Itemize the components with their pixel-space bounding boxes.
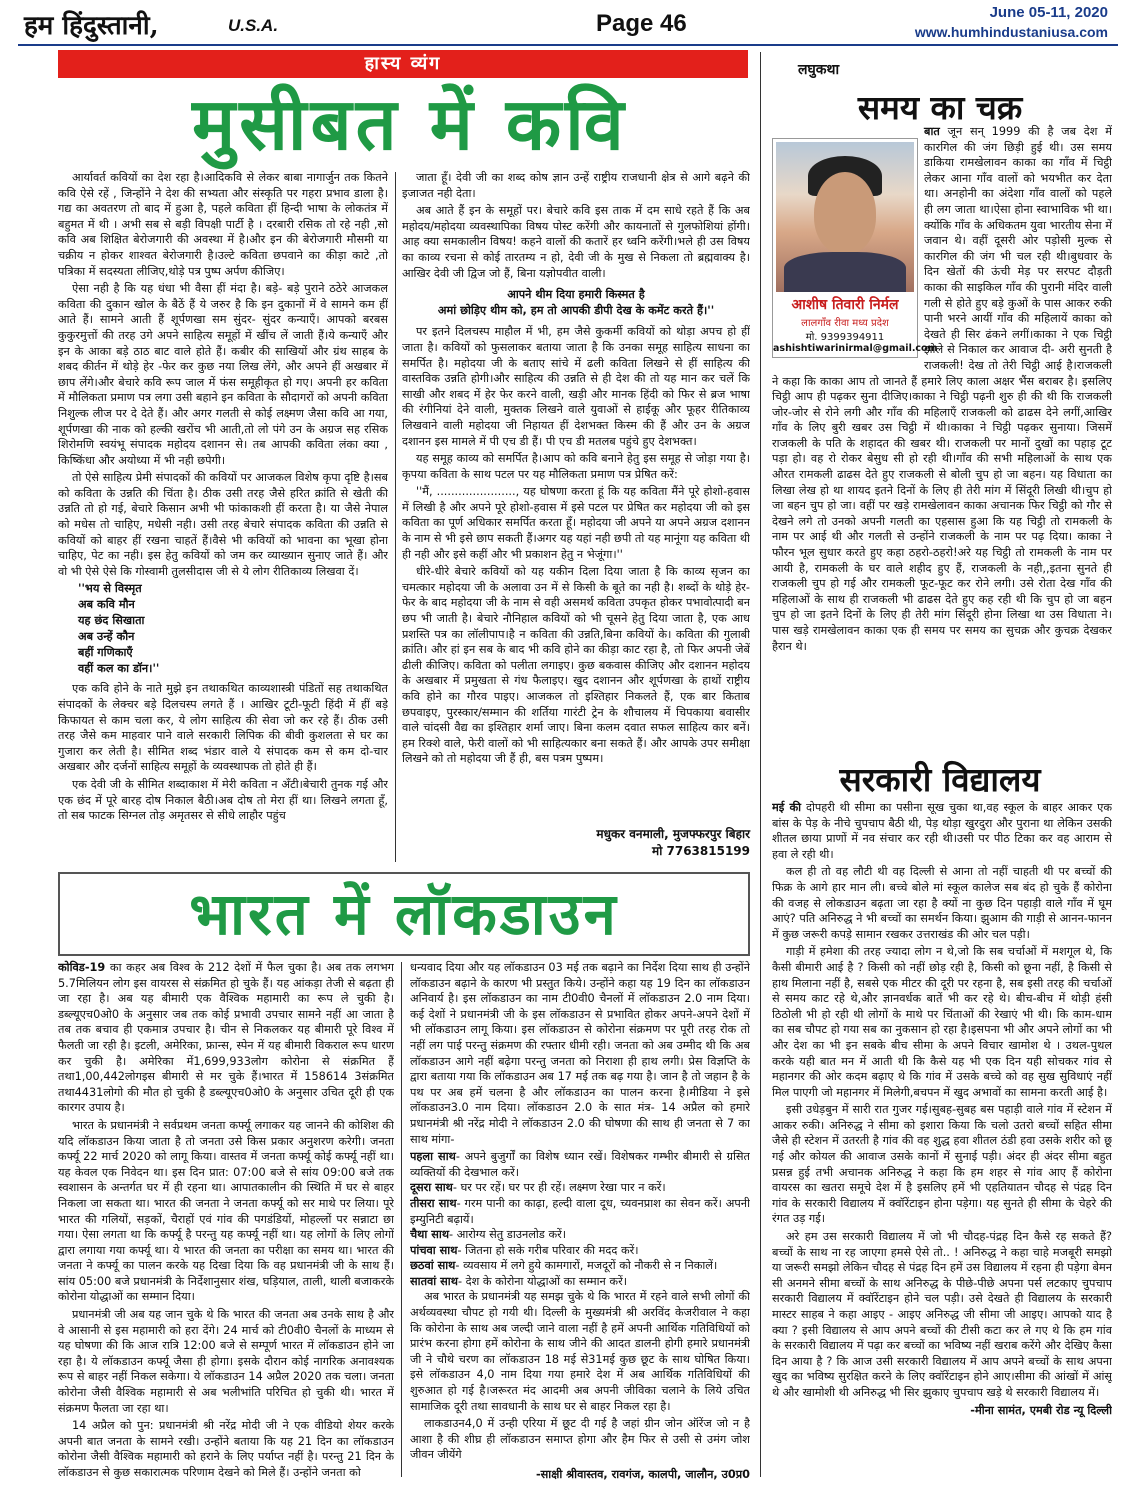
quote-block bbox=[402, 287, 750, 318]
mantra-item bbox=[410, 1227, 750, 1243]
mantra-item bbox=[410, 1243, 750, 1259]
paragraph: तो ऐसे साहित्य प्रेमी संपादकों की कवियों पर आजकल विशेष कृपा दृष्टि है।सब को कविता के उन्नति की चिंता है। ठीक उसी तरह जैसे हरित क्रांति से खेती की उन्नति तो हो गई, बेचारे किसान अभी भी फांकाकशी हीं करता है। या जैसे नेपाल को मधेस तो चाहिए, मधेसी नही। उसी तरह बेचारे संपादक कविता की उन्नति से कवियों को बाहर हीं रखना चाहतें हैं।वैसे भी कवियों को भावना का भूखा होना चाहिए, पेट का नही। इस हेतु कवियों को जम कर व्याख्यान सुनाए जाते हैं। और वो भी ऐसे ऐसे कि गोस्वामी तुलसीदास जी से ये लोग रीतिकाव्य लिखवा दें। bbox=[58, 471, 388, 578]
poem-line: बहीं गणिकाएँ bbox=[78, 646, 133, 660]
paragraph: प्रधानमंत्री जी अब यह जान चुके थे कि भारत की जनता अब उनके साथ है और वे आसानी से इस महामारी को हरा देंगे। 24 मार्च को टी0वी0 चैनलों के माध्यम से यह घोषणा की कि आज रात्रि 12:00 बजे से सम्पूर्ण भारत में लॉकडाउन होने जा रहा है। ये लॉकडाउन कर्फ्यू जैसा ही होगा। इसके दौरान कोई नागरिक अनावश्यक रूप से बाहर नहीं निकल सकेगा। ये लॉकडाउन 14 अप्रैल 2020 तक चला। जनता कोरोना जैसी वैश्विक महामारी से अब भलीभांति परिचित हो चुकी थी। भारत में संक्रमण फैलता जा रहा था। bbox=[58, 1308, 394, 1415]
story-paragraph: इसी उधेड़बुन में सारी रात गुजर गई।सुबह-सुबह बस पहाड़ी वाले गांव में स्टेशन में आकर रुकी। अनिरुद्ध ने सीमा को इशारा किया कि चलो उतरो बच्चों सहित सीमा जैसे ही स्टेशन में उतरती है गांव की वह शुद्ध हवा शीतल ठंडी हवा उसके शरीर को छू गई और कोयल की आवाज उसके कानों में सुनाई पड़ी। अंदर ही अंदर सीमा बहुत प्रसन्न हुई तभी अचानक अनिरुद्ध ने कहा कि हम शहर से गांव आए हैं कोरोना वायरस का खतरा समूचे देश में है इसलिए हमें भी एहतियातन चौदह से पंद्रह दिन गांव के सरकारी विद्यालय में क्वॉरेंटाइन होना पड़ेगा। यह सुनते ही सीमा के चेहरे की रंगत उड़ गई। bbox=[772, 1103, 1112, 1226]
mantra-label: छठवां साथ bbox=[410, 1259, 456, 1273]
mantra-list bbox=[410, 1149, 750, 1289]
quote-line: आपने थीम दिया हमारी किस्मत है bbox=[507, 288, 645, 302]
article-headline: भारत में लॉकडाउन bbox=[189, 880, 619, 948]
story-headline: समय का चक्र bbox=[857, 88, 1023, 127]
poem-line: यह छंद सिखाता bbox=[78, 614, 145, 628]
story-headline: सरकारी विद्यालय bbox=[839, 760, 1041, 799]
mantra-text: - जितना हो सके गरीब परिवार की मदद करें। bbox=[457, 1243, 639, 1257]
poem-line: वहीं कल का डॉन।'' bbox=[78, 662, 160, 676]
lockdown-headline-box bbox=[58, 872, 750, 956]
story-paragraph bbox=[772, 800, 1112, 862]
article-column-1 bbox=[58, 960, 394, 1480]
story-paragraph: अरे हम उस सरकारी विद्यालय में जो भी चौदह-पंद्रह दिन कैसे रह सकते हैं? बच्चों के साथ ना रह जाएगा हमसे ऐसे तो.. ! अनिरुद्ध ने कहा चाहे मजबूरी समझो या जरूरी समझो लेकिन चौदह से पंद्रह दिन हमें उस विद्यालय में रहना ही पड़ेगा बेमन सी अनमने सीमा बच्चों के साथ अनिरुद्ध के पीछे-पीछे अपना पर्स लटकाए चुपचाप सरकारी विद्यालय में क्वॉरेंटाइन होने चल पड़ी। उसे देखते ही विद्यालय के सरकारी मास्टर साहब ने कहा आइए - आइए अनिरुद्ध जी सीमा जी आइए। आपको याद है क्या ? इसी विद्यालय से आप अपने बच्चों की टीसी कटा कर ले गए थे कि हम गांव के सरकारी विद्यालय में पढ़ा कर बच्चों का भविष्य नहीं खराब करेंगे और देखिए कैसा दिन आया है ? कि आज उसी सरकारी विद्यालय में आप अपने बच्चों के साथ अपना खुद का भविष्य सुरक्षित करने के लिए क्वॉरेंटाइन होने आए।सीमा की आंखों में आंसू थे और खामोशी थी अनिरुद्ध भी सिर झुकाए चुपचाप खड़े थे सरकारी विद्यालय में। bbox=[772, 1230, 1112, 1399]
author-place: लालगाँव रीवा मध्य प्रदेश bbox=[801, 318, 889, 329]
paragraph-text: का कहर अब विश्व के 212 देशों में फैल चुका है। अब तक लगभग 5.7मिलियन लोग इस वायरस से संक्रमित हो चुके हैं। यह आंकड़ा तेजी से बढ़ता ही जा रहा है। अब यह बीमारी एक वैश्विक महामारी का रूप ले चुकी है। डब्ल्यूएच0ओ0 के अनुसार जब तक कोई प्रभावी उपचार सामने नहीं आ जाता है तब तक बचाव ही एकमात्र उपचार है। चीन से निकलकर यह बीमारी पूरे विश्व में फैलती जा रही है। इटली, अमेरिका, फ्रान्स, स्पेन में यह बीमारी विकराल रूप धारण कर चुकी है। अमेरिका में1,699,933लोग कोरोना से संक्रमित हैं तथा1,00,442लोगइस बीमारी से मर चुके हैं।भारत में 158614 3संक्रमित तथा4431लोगो की मौत हो चुकी है डब्ल्यूएच0ओ0 के अनुसार उचित दूरी ही एक कारगर उपाय है। bbox=[58, 961, 394, 1115]
column-divider bbox=[401, 962, 402, 1477]
paragraph bbox=[58, 960, 394, 1116]
mantra-text: - व्यवसाय में लगे हुये कामगारों, मजदूरों को नौकरी से न निकालें। bbox=[455, 1259, 718, 1273]
poem-block bbox=[58, 581, 388, 677]
mantra-item bbox=[410, 1149, 750, 1180]
mantra-label: पांचवा साथ bbox=[410, 1243, 458, 1257]
page-number: Page 46 bbox=[596, 10, 687, 37]
paragraph: जाता हूँ। देवी जी का शब्द कोष ज्ञान उन्हें राष्ट्रीय राजधानी क्षेत्र से आगे बढ़ने की इजाजत नही देता। bbox=[402, 171, 750, 200]
author-phone: मो 7763815199 bbox=[652, 844, 750, 858]
column-divider bbox=[395, 172, 396, 862]
article-column-2 bbox=[402, 170, 750, 865]
poem-line: अब उन्हें कौन bbox=[78, 630, 135, 644]
mantra-text: - देश के कोरोना योद्धाओं का सम्मान करें। bbox=[457, 1274, 627, 1288]
story-category: लघुकथा bbox=[798, 62, 840, 78]
mantra-text: - गरम पानी का काढ़ा, हल्दी वाला दूध, च्यवनप्राश का सेवन करें। अपनी इम्युनिटी बढ़ायें। bbox=[410, 1196, 750, 1226]
lead-word: कोविड-19 bbox=[58, 961, 106, 974]
author-email[interactable]: ashishtiwarinirmal@gmail.com bbox=[773, 343, 938, 354]
website-url[interactable]: www.humhindustaniusa.com bbox=[914, 24, 1108, 40]
mantra-text: - अपने बुजुर्गों का विशेष ध्यान रखें। विशेषकर गम्भीर बीमारी से ग्रसित व्यक्तियों की देखभाल करें। bbox=[410, 1150, 750, 1179]
mantra-text: - आरोग्य सेतु डाउनलोड करें। bbox=[449, 1228, 567, 1242]
photo-face-shape bbox=[814, 172, 876, 254]
newspaper-region: U.S.A. bbox=[228, 16, 279, 35]
paragraph: 14 अप्रैल को पुन: प्रधानमंत्री श्री नरेंद्र मोदी जी ने एक वीडियो शेयर करके अपनी बात जनता के सामने रखी। उन्होंने बताया कि यह 21 दिन का लॉकडाउन कोरोना जैसी वैश्विक महामारी को हराने के लिए पर्याप्त नहीं है। परन्तु 21 दिन के लॉकडाउन से कुछ सकारात्मक परिणाम देखने को मिले हैं। उन्होंने जनता को bbox=[58, 1419, 394, 1479]
photo-shirt-shape bbox=[784, 252, 906, 292]
author-name: मधुकर वनमाली, मुजफ्फरपुर बिहार bbox=[596, 827, 750, 841]
masthead bbox=[18, 4, 1118, 44]
story-text: जून सन् 1999 की है जब देश में कारगिल की जंग छिड़ी हुई थी। उस समय डाकिया रामखेलावन काका का गाँव में चिट्ठी लेकर आना गाँव वालों को भयभीत कर देता था। अनहोनी का अंदेशा गाँव वालों को पहले ही लग जाता था।ऐसा होना स्वाभाविक भी था।क्योंकि गाँव के अधिकतम युवा भारतीय सेना में जवान थे। वहीं दूसरी ओर पड़ोसी मुल्क से कारगिल की जंग भी चल रही थी।बुधवार के दिन खेतों की ऊंची मेड़ पर सरपट दौड़ती काका की साइकिल गाँव की पुरानी मंदिर वाली गली से होते हुए बड़े कुओं के पास आकर रुकी पानी भरने आयीं गाँव की महिलायें काका को देखते ही सिर ढंकने लगीं।काका ने एक चिट्ठी झोले से निकाल कर आवाज दी- अरी सुनती है राजकली! देख तो तेरी चिट्ठी आई है।राजकली ने कहा कि काका आप तो जानते हैं हमारे लिए काला अक्षर भैंस बराबर है। इसलिए चिट्ठी आप ही पढ़कर सुना दीजिए।काका ने चिट्ठी पढ़नी शुरु ही की थी कि राजकली जोर-जोर से रोने लगी और गाँव की महिलाएँ राजकली को ढाढस देने लगीं,आखिर गाँव के लिए बुरी खबर उस चिट्ठी में थी।काका ने चिट्ठी पढ़कर सुनाया। जिसमें राजकली के पति के शहादत की खबर थी। राजकली पर मानों दुखों का पहाड़ टूट पड़ा हो। वह रो रोकर बेसुध सी हो रही थी।गाँव की सभी महिलाओं के साथ एक औरत रामकली ढाढस देते हुए राजकली से बोली चुप हो जा बहन। यह विधाता का लिखा लेख हो था शायद इतने दिनों के लिए ही तेरी मांग में सिंदूरी लिखी थी।चुप हो जा बहन चुप हो जा। वहीं पर खड़े रामखेलावन काका अचानक फिर चिट्ठी को गौर से देखने लगे तो उनको अपनी गलती का एहसास हुआ कि यह चिट्ठी तो रामकली के नाम पर आई थी और गलती से उन्होंने राजकली के नाम पर पढ़ दिया। काका ने फौरन भूल सुधार करते हुए कहा ठहरो-ठहरो!अरे यह चिट्ठी तो रामकली के नाम पर आयी है, रामकली के घर वाले शहीद हुए हैं, राजकली के नही,,इतना सुनते ही राजकली चुप हो गई और रामकली फूट-फूट कर रोने लगी। उसे रोता देख गाँव की महिलाओं के साथ ही राजकली भी ढाढस देते हुए कह रही थी कि चुप हो जा बहन चुप हो जा इतने दिनों के लिए ही तेरी मांग सिंदूरी होना लिखा था उस विधाता ने। पास खड़े रामखेलावन काका एक ही समय पर समय का सुचक्र और कुचक्र देखकर हैरान थे। bbox=[772, 125, 1112, 653]
column-divider bbox=[760, 52, 761, 1477]
story-text: दोपहरी थी सीमा का पसीना सूख चुका था,वह स्कूल के बाहर आकर एक बांस के पेड़ के नीचे चुपचाप बैठी थी, पेड़ थोड़ा खुरदुरा और पुराना था लेकिन उसकी शीतल छाया प्राणों में नव संचार कर रही थी।उसी पर पीठ टिका कर वह आराम से हवा ले रही थी। bbox=[772, 801, 1112, 861]
mantra-text: - घर पर रहें। घर पर ही रहें। लक्ष्मण रेखा पार न करें। bbox=[452, 1181, 666, 1195]
author-card bbox=[772, 138, 938, 358]
paragraph: यह समूह काव्य को समर्पित है।आप को कवि बनाने हेतु इस समूह से जोड़ा गया है। कृपया कविता के साथ पटल पर यह मौलिकता प्रमाण पत्र प्रेषित करें: bbox=[402, 452, 750, 481]
author-phone: मो. 9399394911 bbox=[805, 332, 885, 343]
paragraph: धीरे-धीरे बेचारे कवियों को यह यकीन दिला दिया जाता है कि काव्य सृजन का चमत्कार महोदया जी के अलावा उन में से किसी के बूते का नही है। शब्दों के थोड़े हेर-फेर के बाद महोदया जी के नाम से वही असमर्थ कविता उपकृत होकर पभावोत्पादी बन छप भी जाती है। बेचारे नौनिहाल कवियों को भी चूसने हेतु दिया जाता है, एक आध प्रशस्ति पत्र का लॉलीपाप।है न कविता की उन्नति,बिना कवियों के। कविता की गुलाबी क्रांति। और हां इन सब के बाद भी कवि होने का कीड़ा काट रहा है, तो फिर अपनी जेबें ढीली कीजिए। कविता को पलीता लगाइए। कुछ बकवास कीजिए और दशानन महोदय के अखबार में प्रमुखता से गंध फैलाइए। खुद दशानन और शूर्पणखा के हाथों राष्ट्रीय कवि होने का गौरव पाइए। आजकल तो इश्तिहार निकलते हैं, एक बार किताब छपवाइए, पुरस्कार/सम्मान की शर्तिया गारंटी ट्रेन के शौचालय में चिपकाया बवासीर वाले चांदसी वैद्य का इश्तिहार शर्मा जाए। बिना कलम दवात सफल साहित्य कार बनें। हम रिक्शे वाले, फेरी वालों को भी साहित्यकार बना सकते हैं। और आपके उपर समीक्षा लिखने को तो महोदया जी हैं ही, बस पत्रम पुष्पम। bbox=[402, 565, 750, 766]
poem-line: ''भय से विस्मृत bbox=[78, 582, 142, 596]
article-column-2 bbox=[410, 960, 750, 1480]
poem-line: अब कवि मौन bbox=[78, 598, 135, 612]
author-photo bbox=[776, 142, 914, 292]
story-paragraph: कल ही तो वह लौटी थी वह दिल्ली से आना तो नहीं चाहती थी पर बच्चों की फिक्र के आगे हार मान ली। बच्चे बोले मां स्कूल कालेज सब बंद हो चुके हैं कोरोना की वजह से लोकडाउन बढ़ता जा रहा है क्यों ना कुछ दिन पहाड़ी वाले गाँव में घूम आएं? पति अनिरुद्ध ने भी बच्चों का समर्थन किया। झुआम की गाड़ी से आनन-फानन में कुछ जरूरी कपड़े सामान रखकर उत्तराखंड की ओर चल पड़ी। bbox=[772, 865, 1112, 941]
paragraph: एक देवी जी के सीमित शब्दाकाश में मेरी कविता न अँटी।बेचारी तुनक गई और एक छंद में पूरे बारह दोष निकाल बैठी।अब दोष तो मेरा हीं था। लिखने लगता हूँ, तो सब फाटक सिग्नल तोड़ अमृतसर से सीधे लाहौर पहुंच bbox=[58, 778, 388, 823]
section-banner: हास्य व्यंग bbox=[58, 50, 748, 78]
issue-date: June 05-11, 2020 bbox=[989, 4, 1108, 21]
mantra-item bbox=[410, 1274, 750, 1290]
mantra-item bbox=[410, 1180, 750, 1196]
paragraph: एक कवि होने के नाते मुझे इन तथाकथित काव्यशास्त्री पंडितों सह तथाकथित संपादकों के लेक्चर बड़े दिलचस्प लगते हैं । आखिर टूटी-फूटी हिंदी में हीं बड़े किफायत से काम चला कर, ये लोग साहित्य की सेवा जो कर रहे हैं। ठीक उसी तरह जैसे कम माहवार पाने वाले सरकारी लिपिक की बीवी कुशलता से घर का गुजारा कर लेती है। सीमित शब्द भंडार वाले ये संपादक कम से कम दो-चार अखबार और दर्जनों साहित्य समूहों के व्यवस्थापक तो होते ही हैं। bbox=[58, 682, 388, 774]
mantra-label: चैथा साथ bbox=[410, 1228, 450, 1242]
paragraph: ''मैं, ......................, यह घोषणा करता हूं कि यह कविता मैंने पूरे होशो-हवास में लिखी है और अपने पूरे होशो-हवास में इसे पटल पर प्रेषित कर महोदया जी को इस कविता का पूर्ण अधिकार समर्पित करता हूँ। महोदया जी अपने या अपने अग्रज दशानन के नाम से भी इसे छाप सकती हैं।अगर यह यहां नही छपी तो यह मानूंगा यह कविता थी ही नही और इसे कहीं और भी प्रकाशन हेतु न भेजूंगा।'' bbox=[402, 485, 750, 561]
story-paragraph: गाड़ी में हमेशा की तरह ज्यादा लोग न थे,जो कि सब चर्चाओं में मशगूल थे, कि कैसी बीमारी आई है ? किसी को नहीं छोड़ रही है, किसी को छूना नहीं, है किसी से हाथ मिलाना नहीं है, सबसे एक मीटर की दूरी पर रहना है, सब इसी तरह की चर्चाओं से समय काट रहे थे,और ज्ञानवर्धक बातें भी कर रहे थे। बीच-बीच में थोड़ी हंसी ठिठोली भी हो रही थी लोगों के माथे पर चिंताओं की रेखाएं भी थी। कि काम-धाम का सब चौपट हो गया सब का नुकसान हो रहा है।इसपना भी और अपने लोगों का भी और देश का भी इन सबके बीच सीमा के अपने विचार खामोश थे । उथल-पुथल करके यही बात मन में आती थी कि कैसे यह भी एक दिन यही सोचकर गांव से महानगर की ओर कदम बढ़ाए थे कि गांव में उसके बच्चे को वह सुख सुविधाएं नहीं मिल पाएगी जो महानगर में मिलेगी,बचपन में खुद अभावों का सामना करती आई है। bbox=[772, 945, 1112, 1099]
mantra-label: तीसरा साथ bbox=[410, 1196, 457, 1210]
article-column-1 bbox=[58, 170, 388, 865]
masthead-rule bbox=[18, 44, 1118, 46]
mantra-item bbox=[410, 1258, 750, 1274]
story-signature: -मीना सामंत, एमबी रोड न्यू दिल्ली bbox=[970, 1403, 1112, 1417]
author-name: आशीष तिवारी निर्मल bbox=[791, 297, 899, 313]
mantra-label: दूसरा साथ bbox=[410, 1181, 453, 1195]
quote-line: अमां छोड़िए थीम को, हम तो आपकी डीपी देख के कमेंट करते हैं।'' bbox=[437, 303, 715, 317]
mantra-item bbox=[410, 1196, 750, 1227]
paragraph: धन्यवाद दिया और यह लॉकडाउन 03 मई तक बढ़ाने का निर्देश दिया साथ ही उन्होंने लॉकडाउन बढ़ाने के कारण भी प्रस्तुत किये। उन्होंने कहा यह 19 दिन का लॉकडाउन अनिवार्य है। इस लॉकडाउन का नाम टी0वी0 चैनलों में लॉकडाउन 2.0 नाम दिया। कई देशों ने प्रधानमंत्री जी के इस लॉकडाउन से प्रभावित होकर अपने-अपने देशों में भी लॉकडाउन लागू किया। इस लॉकडाउन से कोरोना संक्रमण पर पूरी तरह रोक तो नहीं लग पाई परन्तु संक्रमण की रफ्तार धीमी रही। जनता को अब उम्मीद थी कि अब लॉकडाउन आगे नहीं बढ़ेगा परन्तु जनता को निराशा ही हाथ लगी। प्रेस विज्ञप्ति के द्वारा बताया गया कि लॉकडाउन अब 17 मई तक बढ़ गया है। जान है तो जहान है के पथ पर अब हमें चलना है और लॉकडाउन का पालन करना है।मीडिया ने इसे लॉकडाउन3.0 नाम दिया। लॉकडाउन 2.0 के सात मंत्र- 14 अप्रैल को हमारे प्रधानमंत्री श्री नरेंद्र मोदी ने लॉकडाउन 2.0 की घोषणा की साथ ही जनता से 7 का साथ मांगा- bbox=[410, 961, 750, 1146]
paragraph: पर इतने दिलचस्प माहौल में भी, हम जैसे कुकर्मी कवियों को थोड़ा अपच हो हीं जाता है। कवियों को फुसलाकर बताया जाता है कि उनका समूह साहित्य साधना का समर्पित है। महोदया जी के बताए सांचे में ढली कविता लिखने से हीं साहित्य की वास्तविक उन्नति होगी।और साहित्य की उन्नति से ही देश की तो यह मान कर चलें कि साखी और शबद में हेर फेर करने वाली, खड़ी और मानक हिंदी को फिर से ब्रज भाषा की रंगीनियां देने वाली, मुक्तक लिखने वाले युवाओं से हाईकू और फूहर रीतिकाव्य लिखवाने वाली महोदया जी निहायत हीं देशभक्त किस्म की हैं और उन के अग्रज दशानन इस मामले में पी एच डी हैं। पी एच डी मतलब पहुंचे हुए देशभक्त। bbox=[402, 325, 750, 448]
article-byline: -साक्षी श्रीवास्तव, रावगंज, कालपी, जालौन, उ0प्र0 bbox=[535, 1468, 750, 1480]
paragraph: भारत के प्रधानमंत्री ने सर्वप्रथम जनता कर्फ्यू लगाकर यह जानने की कोशिश की यदि लॉकडाउन किया जाता है तो जनता उसे किस प्रकार अनुशरण करेगी। जनता कर्फ्यू 22 मार्च 2020 को लागू किया। वास्तव में जनता कर्फ्यू कोई कर्फ्यू नहीं था। यह केवल एक निवेदन था। इस दिन प्रात: 07:00 बजे से सांय 09:00 बजे तक स्वशासन के अन्तर्गत घर में ही रहना था। आपातकालीन की स्थिति में घर से बाहर निकला जा सकता था। भारत की जनता ने जनता कर्फ्यू को सर माथे पर लिया। पूरे भारत की गलियों, सड़कों, चैराहों एवं गांव की पगडंडियों, मोहल्लों पर सन्नाटा छा गया। ऐसा लगता था कि कर्फ्यू है परन्तु यह कर्फ्यू नहीं था। यह लोगों के लिए लोगों द्वारा लगाया गया कर्फ्यू था। ये भारत की जनता का परीक्षा का समय था। भारत की जनता ने कर्फ्यू का पालन करके यह दिखा दिया कि वह प्रधानमंत्री जी के साथ हैं। सांय 05:00 बजे प्रधानमंत्री के निर्देशानुसार शंख, घड़ियाल, ताली, थाली बजाकरके कोरोना योद्धाओं का सम्मान दिया। bbox=[58, 1118, 394, 1304]
lead-word: बात bbox=[924, 125, 940, 138]
mantra-label: सातवां साथ bbox=[410, 1274, 458, 1288]
article-byline bbox=[402, 826, 750, 860]
paragraph: अब भारत के प्रधानमंत्री यह समझ चुके थे कि भारत में रहने वाले सभी लोगों की अर्थव्यवस्था चौपट हो गयी थी। दिल्ली के मुख्यमंत्री श्री अरविंद केजरीवाल ने कहा कि कोरोना के साथ अब जल्दी जाने वाला नहीं है हमें अपनी आर्थिक गतिविधियों को प्रारंभ करना होगा हमें कोरोना के साथ जीने की आदत डालनी होगी हमारे प्रधानमंत्री जी ने चौथे चरण का लॉकडाउन 18 मई से31मई कुछ छूट के साथ घोषित किया। इसे लॉकडाउन 4,0 नाम दिया गया हमारे देश में अब आर्थिक गतिविधियों की शुरुआत हो गई है।जरूरत मंद आदमी अब अपनी जीविका चलाने के लिये उचित सामाजिक दूरी तथा सावधानी के साथ घर से बाहर निकल रहा है। bbox=[410, 1290, 750, 1413]
paragraph: आर्यावर्त कवियों का देश रहा है।आदिकवि से लेकर बाबा नागार्जुन तक कितने कवि ऐसे रहें , जिन्होंने ने देश की सभ्यता और संस्कृति पर गहरा प्रभाव डाला है।गद्य का अवतरण तो बाद में हुआ है, पहले कविता हीं हिन्दी भाषा के लोकतंत्र में बहुमत में थी । अभी सब से बड़ी विपक्षी पार्टी है । दरबारी रसिक तो रहे नही ,सो कवि अब शिक्षित बेरोजगारी की अवस्था में है।और इन की बेरोजगारी मौसमी या चक्रीय न होकर शाश्वत बेरोजगारी है।उल्टे कविता छपवाने का कीड़ा काटे ,तो पत्रिका में सदस्यता लीजिए,थोड़े पत्र पुष्प अर्पण कीजिए। bbox=[58, 171, 388, 278]
lead-word: मई की bbox=[772, 801, 802, 814]
newspaper-title: हम हिंदुस्तानी, bbox=[24, 11, 159, 41]
mantra-label: पहला साथ bbox=[410, 1150, 456, 1164]
paragraph: ऐसा नही है कि यह धंधा भी वैसा हीं मंदा है। बड़े- बड़े पुराने ठठेरे आजकल कविता की दुकान खोल के बैठें हैं ये जरुर है कि इन दुकानों में वे सामने कम हीं आते हैं। सामने आती हैं शूर्पणखा सम सुंदर- सुंदर कन्याएँ। आपको बरबस कुकुरमुत्तों की तरह उगे अपने साहित्य समूहों में खींच लें जाती हैं।ये कन्याएँ और इन के आका बड़े ठाठ बाट वाले होते हैं। कबीर की साखियों और ग्रंथ साहब के शबद कीर्तन में थोड़े हेर -फेर कर कुछ नया लिख लेंगे, और अपने हीं अखबार में छाप लेंगे।और बेचारे कवि रूप जाल में फंस समूहीकृत हो गए। अपनी हर कविता में मौलिकता प्रमाण पत्र लगा उसी बहाने इन कविता के सौदागरों को अपनी कविता निशुल्क लीज पर दे देते हैं। और अगर गलती से कोई लक्ष्मण जैसा कवि आ गया, शूर्पणखा की नाक को हल्की खरोंच भी आती,तो लो पंगे उन के अग्रज सह रसिक शिरोमणि स्वयंभू संपादक महोदय दशानन से। तब आपकी कविता लंका क्या , किष्किंधा और अयोध्या में भी नही छपेगी। bbox=[58, 282, 388, 467]
article-headline: मुसीबत में कवि bbox=[192, 82, 628, 166]
paragraph: अब आते हैं इन के समूहों पर। बेचारे कवि इस ताक में दम साधे रहते हैं कि अब महोदय/महोदया व्यवस्थापिका विषय पोस्ट करेंगी और कायनातों से गुलफोशियां होंगी।आह क्या समकालीन विषय! कहने वालों की कतारें हर ध्वनि करेंगी।भले ही उस विषय का काव्य रचना से कोई तारतम्य न हो, देवी जी के मुख से निकला तो ब्रह्मवाक्य है। आखिर देवी जी द्विज जो हैं, बिना यज्ञोपवीत वाली। bbox=[402, 204, 750, 280]
paragraph: लाकडाउन4,0 में उन्ही एरिया में छूट दी गई है जहां ग्रीन जोन ऑरेंज जो न है आशा है की शीघ्र ही लॉकडाउन समाप्त होगा और हैम फिर से उसी से उमंग जोश जीवन जीयेंगे bbox=[410, 1417, 750, 1462]
story-body bbox=[772, 800, 1112, 1470]
